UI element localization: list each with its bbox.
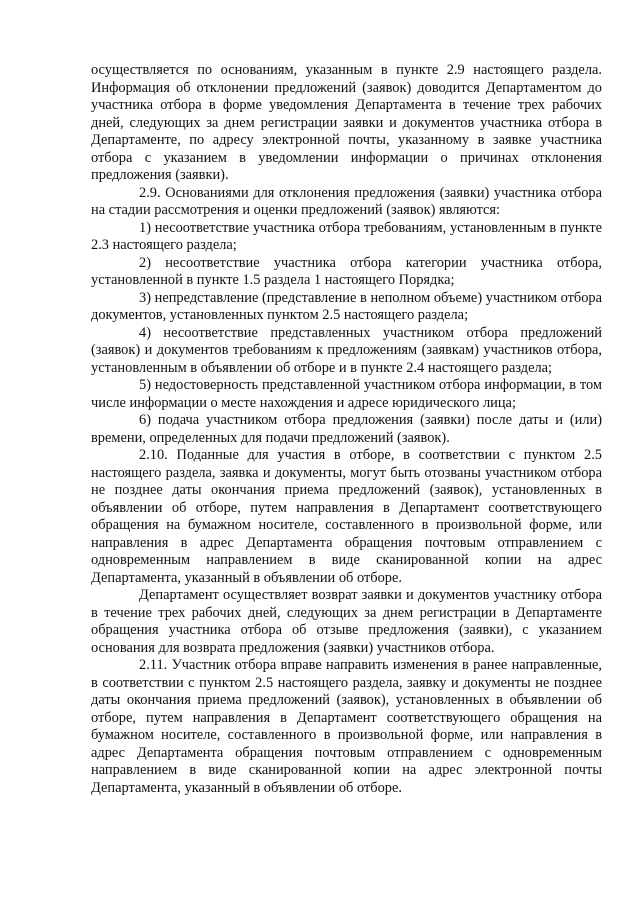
paragraph-2-9-grounds: 2.9. Основаниями для отклонения предложения (заявки) участника отбора на стадии рассмотрения и оценки предложений (заявок) являются:	[91, 184, 602, 218]
list-item-1: 1) несоответствие участника отбора требованиям, установленным в пункте 2.3 настоящего раздела;	[91, 219, 602, 253]
paragraph-2-11-changes: 2.11. Участник отбора вправе направить изменения в ранее направленные, в соответствии с пунктом 2.5 настоящего раздела, заявку и документы не позднее даты окончания приема предложений (заявок), установленных в объявлении об отборе, путем направления в Департамент соответствующего обращения на бумажном носителе, составленного в произвольной форме, или направления в адрес Департамента обращения почтовым отправлением с одновременным направлением в виде сканированной копии на адрес электронной почты Департамента, указанный в объявлении об отборе.	[91, 657, 602, 796]
document-page	[91, 62, 602, 797]
list-item-5: 5) недостоверность представленной участником отбора информации, в том числе информации о месте нахождения и адресе юридического лица;	[91, 377, 602, 411]
paragraph-rejection-info: осуществляется по основаниям, указанным в пункте 2.9 настоящего раздела. Информация об отклонении предложений (заявок) доводится Департаментом до участника отбора в форме уведомления Департамента в течение трех рабочих дней, следующих за днем регистрации заявки и документов участника отбора в Департаменте, по адресу электронной почты, указанному в заявке участника отбора с указанием в уведомлении информации о причинах отклонения предложения (заявки).	[91, 62, 602, 183]
list-item-3: 3) непредставление (представление в неполном объеме) участником отбора документов, установленных пунктом 2.5 настоящего раздела;	[91, 289, 602, 323]
paragraph-2-10-withdrawal: 2.10. Поданные для участия в отборе, в соответствии с пунктом 2.5 настоящего раздела, заявка и документы, могут быть отозваны участником отбора не позднее даты окончания приема предложений (заявок), установленных в объявлении об отборе, путем направления в Департамент соответствующего обращения на бумажном носителе, составленного в произвольной форме, или направления в адрес Департамента обращения почтовым отправлением с одновременным направлением в виде сканированной копии на адрес Департамента, указанный в объявлении об отборе.	[91, 447, 602, 586]
list-item-2: 2) несоответствие участника отбора категории участника отбора, установленной в пункте 1.5 раздела 1 настоящего Порядка;	[91, 254, 602, 288]
list-item-6: 6) подача участником отбора предложения (заявки) после даты и (или) времени, определенных для подачи предложений (заявок).	[91, 412, 602, 446]
paragraph-return-of-application: Департамент осуществляет возврат заявки и документов участнику отбора в течение трех рабочих дней, следующих за днем регистрации в Департаменте обращения участника отбора об отзыве предложения (заявки), с указанием основания для возврата предложения (заявки) участников отбора.	[91, 587, 602, 656]
list-item-4: 4) несоответствие представленных участником отбора предложений (заявок) и документов требованиям к предложениям (заявкам) участников отбора, установленным в объявлении об отборе и в пункте 2.4 настоящего раздела;	[91, 324, 602, 376]
